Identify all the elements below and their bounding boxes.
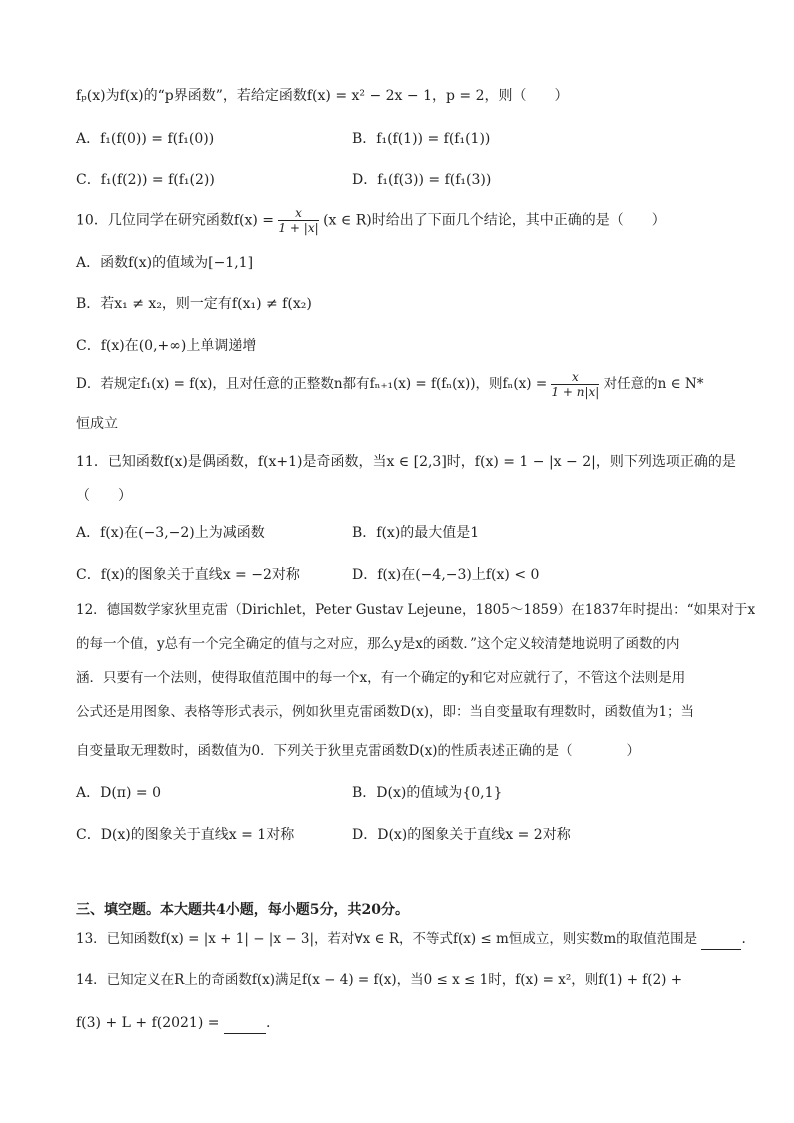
q9-stem: fₚ(x)为f(x)的“p界函数”，若给定函数f(x) = x² − 2x − 1，p = 2，则（ ） [76, 88, 569, 104]
q12-option-d: D．D(x)的图象关于直线x = 2对称 [352, 827, 571, 843]
q13-stem [76, 929, 746, 950]
q14-answer-blank[interactable] [224, 1013, 266, 1034]
q10-optd-frac-den: 1 + n|x| [551, 385, 600, 399]
q13-answer-blank[interactable] [701, 929, 741, 950]
q10-optd-frac-num: x [551, 370, 599, 385]
q11-option-a: A．f(x)在(−3,−2)上为减函数 [76, 525, 265, 541]
q13-end: . [741, 931, 746, 947]
q14-stem: 14．已知定义在R上的奇函数f(x)满足f(x − 4) = f(x)，当0 ≤ x ≤ 1时，f(x) = x²，则f(1) + f(2) + [76, 972, 683, 988]
q10-optd-pre: D．若规定f₁(x) = f(x)，且对任意的正整数n都有fₙ₊₁(x) = f(fₙ(x))，则fₙ(x) = [76, 376, 548, 392]
q10-frac-den: 1 + |x| [278, 221, 319, 235]
q14-end: . [265, 1015, 271, 1031]
q10-option-b: B．若x₁ ≠ x₂，则一定有f(x₁) ≠ f(x₂) [76, 296, 312, 312]
q12-line-4: 公式还是用图象、表格等形式表示，例如狄里克雷函数D(x)，即：当自变量取有理数时，函数值为1；当 [76, 704, 695, 720]
q10-stem [76, 206, 666, 235]
q10-stem-pre: 10．几位同学在研究函数f(x) = [76, 212, 274, 229]
q12-line-1: 12．德国数学家狄里克雷（Dirichlet，Peter Gustav Lejeune，1805～1859）在1837年时提出：“如果对于x [76, 602, 756, 618]
q12-option-a: A．D(π) = 0 [76, 785, 161, 801]
q14-line2 [76, 1013, 270, 1034]
q11-option-d: D．f(x)在(−4,−3)上f(x) < 0 [352, 567, 540, 583]
q10-stem-post: (x ∈ R)时给出了下面几个结论，其中正确的是（ ） [323, 212, 666, 229]
q10-option-d-line2: 恒成立 [76, 416, 118, 432]
q10-option-d [76, 370, 703, 399]
q14-line2-text: f(3) + L + f(2021) = [76, 1015, 220, 1031]
section-3-header: 三、填空题。本大题共4小题，每小题5分，共20分。 [76, 902, 409, 918]
q9-option-b: B．f₁(f(1)) = f(f₁(1)) [352, 131, 491, 147]
q10-frac-num: x [278, 206, 318, 221]
q11-option-c: C．f(x)的图象关于直线x = −2对称 [76, 567, 300, 583]
q13-stem-text: 13．已知函数f(x) = |x + 1| − |x − 3|，若对∀x ∈ R，不等式f(x) ≤ m恒成立，则实数m的取值范围是 [76, 931, 698, 947]
q10-option-a: A．函数f(x)的值域为[−1,1] [76, 255, 254, 271]
q10-optd-post: 对任意的n ∈ N* [603, 376, 704, 392]
q10-optd-fraction [551, 370, 599, 399]
q11-stem-line2: （ ） [76, 488, 132, 504]
q12-line-2: 的每一个值，y总有一个完全确定的值与之对应，那么y是x的函数．”这个定义较清楚地说明了函数的内 [76, 636, 680, 652]
q9-option-a: A．f₁(f(0)) = f(f₁(0)) [76, 131, 215, 147]
q11-option-b: B．f(x)的最大值是1 [352, 525, 480, 541]
q10-fraction [278, 206, 318, 235]
q12-line-5: 自变量取无理数时，函数值为0．下列关于狄里克雷函数D(x)的性质表述正确的是（ ） [76, 743, 641, 759]
q10-option-c: C．f(x)在(0,+∞)上单调递增 [76, 338, 257, 354]
q12-line-3: 涵．只要有一个法则，使得取值范围中的每一个x，有一个确定的y和它对应就行了，不管这个法则是用 [76, 670, 686, 686]
q12-option-b: B．D(x)的值域为{0,1} [352, 785, 503, 801]
q12-option-c: C．D(x)的图象关于直线x = 1对称 [76, 827, 295, 843]
q9-option-d: D．f₁(f(3)) = f(f₁(3)) [352, 172, 492, 188]
q11-stem: 11．已知函数f(x)是偶函数，f(x+1)是奇函数，当x ∈ [2,3]时，f(x) = 1 − |x − 2|，则下列选项正确的是 [76, 454, 736, 470]
q9-option-c: C．f₁(f(2)) = f(f₁(2)) [76, 172, 215, 188]
